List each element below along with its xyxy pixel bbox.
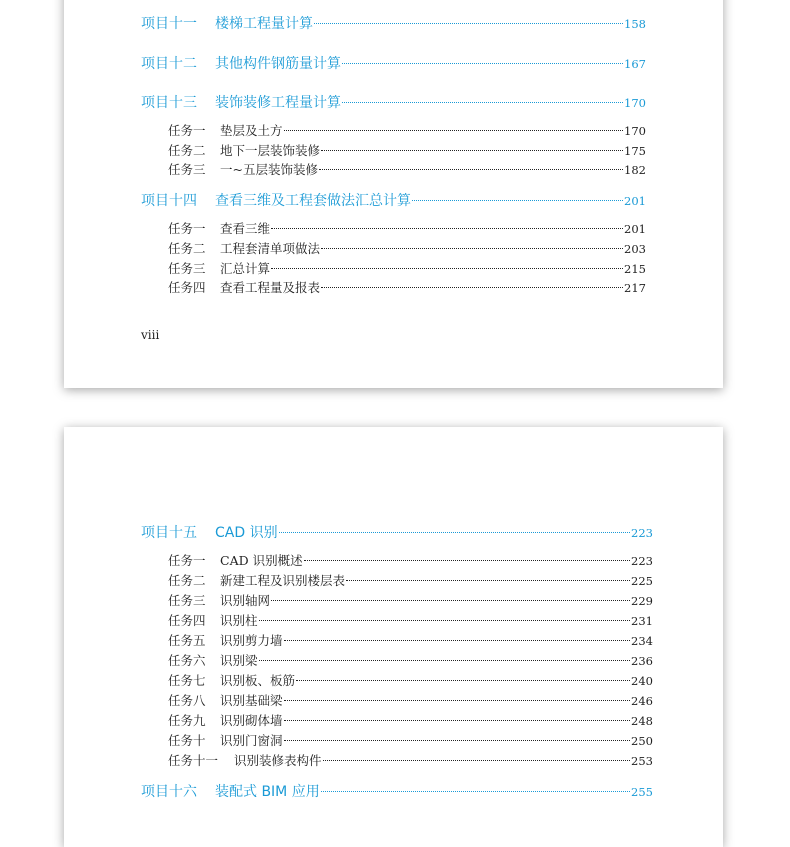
entry-page-number: 170 (624, 124, 646, 138)
entry-title: 一~五层装饰装修 (220, 162, 318, 177)
entry-title: 其他构件钢筋量计算 (215, 56, 341, 72)
entry-code: 任务五 (168, 633, 206, 648)
dot-leader (412, 200, 623, 201)
toc-task-entry[interactable] (168, 711, 653, 729)
dot-leader (321, 150, 623, 151)
toc-project-entry[interactable] (141, 92, 646, 112)
toc-task-entry[interactable] (168, 160, 646, 178)
dot-leader (319, 169, 623, 170)
toc-task-entry[interactable] (168, 651, 653, 669)
toc-task-entry[interactable] (168, 751, 653, 769)
dot-leader (271, 600, 630, 601)
entry-page-number: 203 (624, 242, 646, 256)
dot-leader (342, 63, 623, 64)
entry-title: 识别梁 (220, 653, 258, 668)
entry-page-number: 170 (624, 96, 646, 110)
entry-code: 项目十三 (141, 95, 197, 111)
entry-code: 任务三 (168, 162, 206, 177)
entry-title: 识别基础梁 (220, 693, 283, 708)
entry-code: 任务三 (168, 593, 206, 608)
dot-leader (271, 268, 623, 269)
toc-project-entry[interactable] (141, 13, 646, 33)
entry-page-number: 201 (624, 194, 646, 208)
entry-page-number: 255 (631, 785, 653, 799)
dot-leader (323, 760, 631, 761)
entry-code: 任务六 (168, 653, 206, 668)
toc-task-entry[interactable] (168, 731, 653, 749)
entry-title: 识别剪力墙 (220, 633, 283, 648)
dot-leader (279, 532, 630, 533)
entry-page-number: 240 (631, 674, 653, 688)
entry-title: 识别轴网 (220, 593, 271, 608)
toc-task-entry[interactable] (168, 239, 646, 257)
dot-leader (342, 102, 623, 103)
entry-code: 项目十二 (141, 56, 197, 72)
entry-title: 新建工程及识别楼层表 (220, 573, 346, 588)
dot-leader (284, 700, 631, 701)
toc-task-entry[interactable] (168, 571, 653, 589)
toc-task-entry[interactable] (168, 591, 653, 609)
toc-task-entry[interactable] (168, 691, 653, 709)
toc-page-2 (64, 427, 723, 847)
entry-title: 装配式 BIM 应用 (215, 784, 320, 800)
dot-leader (314, 23, 623, 24)
entry-code: 任务一 (168, 553, 206, 568)
dot-leader (284, 720, 631, 721)
entry-page-number: 182 (624, 163, 646, 177)
toc-task-entry[interactable] (168, 121, 646, 139)
entry-title: 识别板、板筋 (220, 673, 296, 688)
toc-task-entry[interactable] (168, 631, 653, 649)
entry-title: 垫层及土方 (220, 123, 283, 138)
entry-page-number: 215 (624, 262, 646, 276)
entry-page-number: 223 (631, 526, 653, 540)
toc-task-entry[interactable] (168, 551, 653, 569)
entry-title: CAD 识别概述 (220, 553, 303, 568)
dot-leader (271, 228, 623, 229)
entry-code: 任务二 (168, 241, 206, 256)
entry-code: 任务三 (168, 261, 206, 276)
entry-title: 楼梯工程量计算 (215, 16, 313, 32)
entry-title: 识别门窗洞 (220, 733, 283, 748)
entry-code: 任务八 (168, 693, 206, 708)
entry-page-number: 253 (631, 754, 653, 768)
entry-code: 任务九 (168, 713, 206, 728)
entry-title: 工程套清单项做法 (220, 241, 321, 256)
toc-task-entry[interactable] (168, 141, 646, 159)
dot-leader (304, 560, 630, 561)
entry-code: 任务一 (168, 221, 206, 236)
toc-project-entry[interactable] (141, 781, 653, 801)
entry-code: 任务十一 (168, 753, 219, 768)
entry-code: 项目十五 (141, 525, 197, 541)
entry-page-number: 248 (631, 714, 653, 728)
entry-page-number: 231 (631, 614, 653, 628)
toc-task-entry[interactable] (168, 278, 646, 296)
entry-title: 识别砌体墙 (220, 713, 283, 728)
entry-code: 任务四 (168, 280, 206, 295)
dot-leader (259, 660, 631, 661)
entry-code: 任务七 (168, 673, 206, 688)
toc-page-1 (64, 0, 723, 388)
entry-page-number: 223 (631, 554, 653, 568)
entry-title: 识别柱 (220, 613, 258, 628)
entry-code: 任务一 (168, 123, 206, 138)
entry-page-number: 217 (624, 281, 646, 295)
dot-leader (284, 130, 624, 131)
entry-page-number: 234 (631, 634, 653, 648)
dot-leader (321, 791, 630, 792)
dot-leader (346, 580, 630, 581)
entry-title: 查看工程量及报表 (220, 280, 321, 295)
entry-code: 项目十一 (141, 16, 197, 32)
dot-leader (296, 680, 630, 681)
entry-page-number: 175 (624, 144, 646, 158)
entry-page-number: 158 (624, 17, 646, 31)
page-folio: viii (141, 328, 160, 342)
entry-title: CAD 识别 (215, 525, 278, 541)
dot-leader (259, 620, 631, 621)
entry-page-number: 229 (631, 594, 653, 608)
toc-project-entry[interactable] (141, 522, 653, 542)
entry-page-number: 225 (631, 574, 653, 588)
entry-code: 项目十六 (141, 784, 197, 800)
entry-page-number: 236 (631, 654, 653, 668)
toc-project-entry[interactable] (141, 190, 646, 210)
entry-page-number: 201 (624, 222, 646, 236)
entry-code: 任务十 (168, 733, 206, 748)
toc-task-entry[interactable] (168, 259, 646, 277)
entry-title: 地下一层装饰装修 (220, 143, 321, 158)
entry-title: 识别装修表构件 (234, 753, 322, 768)
entry-page-number: 167 (624, 57, 646, 71)
entry-title: 查看三维 (220, 221, 271, 236)
entry-title: 装饰装修工程量计算 (215, 95, 341, 111)
toc-task-entry[interactable] (168, 219, 646, 237)
toc-task-entry[interactable] (168, 671, 653, 689)
dot-leader (284, 640, 631, 641)
dot-leader (321, 287, 623, 288)
dot-leader (321, 248, 623, 249)
entry-page-number: 246 (631, 694, 653, 708)
toc-task-entry[interactable] (168, 611, 653, 629)
toc-project-entry[interactable] (141, 53, 646, 73)
entry-page-number: 250 (631, 734, 653, 748)
entry-title: 查看三维及工程套做法汇总计算 (215, 193, 411, 209)
entry-code: 项目十四 (141, 193, 197, 209)
entry-code: 任务二 (168, 143, 206, 158)
entry-code: 任务四 (168, 613, 206, 628)
entry-title: 汇总计算 (220, 261, 271, 276)
dot-leader (284, 740, 631, 741)
entry-code: 任务二 (168, 573, 206, 588)
